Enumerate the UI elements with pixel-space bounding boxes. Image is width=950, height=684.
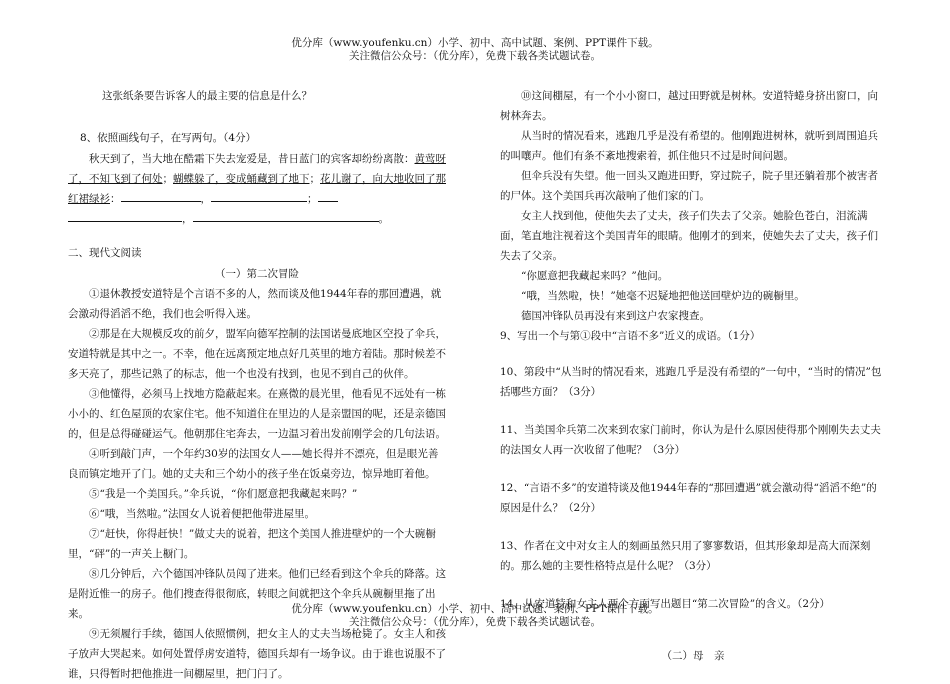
paragraph-5: ⑤“我是一个美国兵。”伞兵说，“你们愿意把我藏起来吗？” [89, 488, 358, 500]
period: 。 [378, 213, 389, 225]
paragraph-3: ③他懂得，必须马上找地方隐蔽起来。在熹微的晨光里，他看见不远处有一栋小小的、红色屋顶的农家住宅。他不知道住在里边的人是亲盟国的呢，还是亲德国的，但是总得碰碰运气。他朝那住宅奔去，一边温习着出发前刚学会的几句法语。 [68, 388, 446, 440]
paragraph-6: ⑥“哦，当然啦。”法国女人说着便把他带进屋里。 [89, 508, 315, 520]
paragraph-16: 德国冲锋队员再没有来到这户农家搜查。 [521, 310, 710, 322]
left-column [68, 86, 446, 684]
right-column [500, 86, 886, 666]
section-2-heading: 二、现代文阅读 [68, 247, 142, 259]
question-10: 10、第段中“从当时的情况看来，逃跑几乎是没有希望的”一句中，“当时的情况”包括哪些方面？（3分） [500, 366, 882, 398]
paragraph-7: ⑦“赶快，你得赶快！”做丈夫的说着，把这个美国人推进壁炉的一个大碗橱里，“砰”的一声关上橱门。 [68, 528, 436, 560]
header-line-1: 优分库（www.youfenku.cn）小学、初中、高中试题、案例、PPT课件下载。 [291, 37, 659, 49]
header-line-2: 关注微信公众号：（优分库），免费下载各类试题试卷。 [349, 50, 601, 62]
question-8-lead: 秋天到了，当大地在酷霜下失去宠爱是，昔日蓝门的宾客却纷纷离散： [89, 153, 415, 165]
section-2-subtitle: （二）母 亲 [661, 650, 725, 662]
question-12: 12、“言语不多”的安道特谈及他1944年春的“那回遭遇”就会激动得“滔滔不绝”的原因是什么？（2分） [500, 482, 877, 514]
question-13: 13、作者在文中对女主人的刻画虽然只用了寥寥数语，但其形象却是高大而深刻的。那么她的主要性格特点是什么呢？（3分） [500, 540, 871, 572]
example-sentence-3: 花儿谢了，向大地收回了那红裙绿衫 [68, 173, 446, 205]
paragraph-11: 从当时的情况看来，逃跑几乎是没有希望的。他刚跑进树林，就听到周围追兵的叫嚷声。他们有条不紊地搜索着，抓住他只不过是时间问题。 [500, 130, 878, 162]
paragraph-4: ④听到敲门声，一个年约30岁的法国女人——她长得并不漂亮，但是眼光善良而镇定地开了门。她的丈夫和三个幼小的孩子坐在饭桌旁边，惊异地盯着他。 [68, 448, 439, 480]
question-8-prompt [68, 149, 446, 229]
article-title: （一）第二次冒险 [215, 268, 299, 280]
previous-question: 这张纸条要告诉客人的最主要的信息是什么？ [102, 90, 312, 102]
answer-blank-3[interactable] [318, 189, 338, 202]
example-sentence-2: 蝴蝶躲了，变成蛹藏到了地下 [173, 173, 310, 185]
paragraph-10: ⑩这间棚屋，有一个小小窗口，越过田野就是树林。安道特蜷身挤出窗口，向树林奔去。 [500, 90, 878, 122]
footer-line-1: 优分库（www.youfenku.cn）小学、初中、高中试题、案例、PPT课件下载。 [291, 603, 659, 615]
colon: ： [110, 193, 121, 205]
page-header [0, 37, 950, 63]
paragraph-13: 女主人找到他，使他失去了丈夫，孩子们失去了父亲。她脸色苍白，泪流满面，笔直地注视着这个美国青年的眼睛。他刚才的到来，使她失去了丈夫，孩子们失去了父亲。 [500, 210, 878, 262]
comma-2: ， [182, 213, 193, 225]
answer-blank-4[interactable] [68, 209, 182, 222]
answer-blank-1[interactable] [121, 189, 201, 202]
answer-blank-5[interactable] [193, 209, 379, 222]
paragraph-12: 但伞兵没有失望。他一回头又跑进田野，穿过院子，院子里还躺着那个被害者的尸体。这个美国兵再次敲响了他们家的门。 [500, 170, 878, 202]
separator-2: ； [309, 173, 320, 185]
paragraph-2: ②那是在大规模反攻的前夕，盟军向德军控制的法国诺曼底地区空投了伞兵，安道特就是其中之一。不幸，他在远离预定地点好几英里的地方着陆。那时候差不多天亮了，那些记熟了的标志，他一个也没有找到，也见不到自己的伙伴。 [68, 328, 446, 380]
page-footer [0, 603, 950, 629]
example-sentence-1: 黄莺呀了，不知飞到了何处 [68, 153, 446, 185]
separator-1: ； [162, 173, 173, 185]
question-8: 8、依照画线句子，在写两句。（4分） [80, 132, 257, 144]
footer-line-2: 关注微信公众号：（优分库），免费下载各类试题试卷。 [349, 616, 601, 628]
semicolon-1: ； [307, 193, 318, 205]
question-11: 11、当美国伞兵第二次来到农家门前时，你认为是什么原因使得那个刚刚失去丈夫的法国女人再一次收留了他呢？（3分） [500, 424, 881, 456]
paragraph-15: “哦，当然啦，快！”她毫不迟疑地把他送回壁炉边的碗橱里。 [521, 290, 805, 302]
question-9: 9、写出一个与第①段中“言语不多”近义的成语。（1分） [500, 330, 761, 342]
paragraph-1: ①退休教授安道特是个言语不多的人，然而谈及他1944年春的那回遭遇，就会激动得滔滔不绝，我们也会听得入迷。 [68, 288, 442, 320]
question-14: 14、从安道特和女主人两个方面写出题目“第二次冒险”的含义。（2分） [500, 598, 831, 610]
paragraph-14: “你愿意把我藏起来吗？”他问。 [521, 270, 669, 282]
paragraph-8: ⑧几分钟后，六个德国冲锋队员闯了进来。他们已经看到这个伞兵的降落。这是附近惟一的房子。他们搜查得很彻底，转眼之间就把这个伞兵从碗橱里拖了出来。 [68, 568, 446, 620]
answer-blank-2[interactable] [211, 189, 307, 202]
paragraph-9: ⑨无须履行手续，德国人依照惯例，把女主人的丈夫当场枪毙了。女主人和孩子放声大哭起来。如何处置俘虏安道特，德国兵却有一场争议。由于谁也说服不了谁，只得暂时把他推进一间棚屋里，把门闩了。 [68, 628, 446, 680]
comma-1: ， [200, 193, 211, 205]
